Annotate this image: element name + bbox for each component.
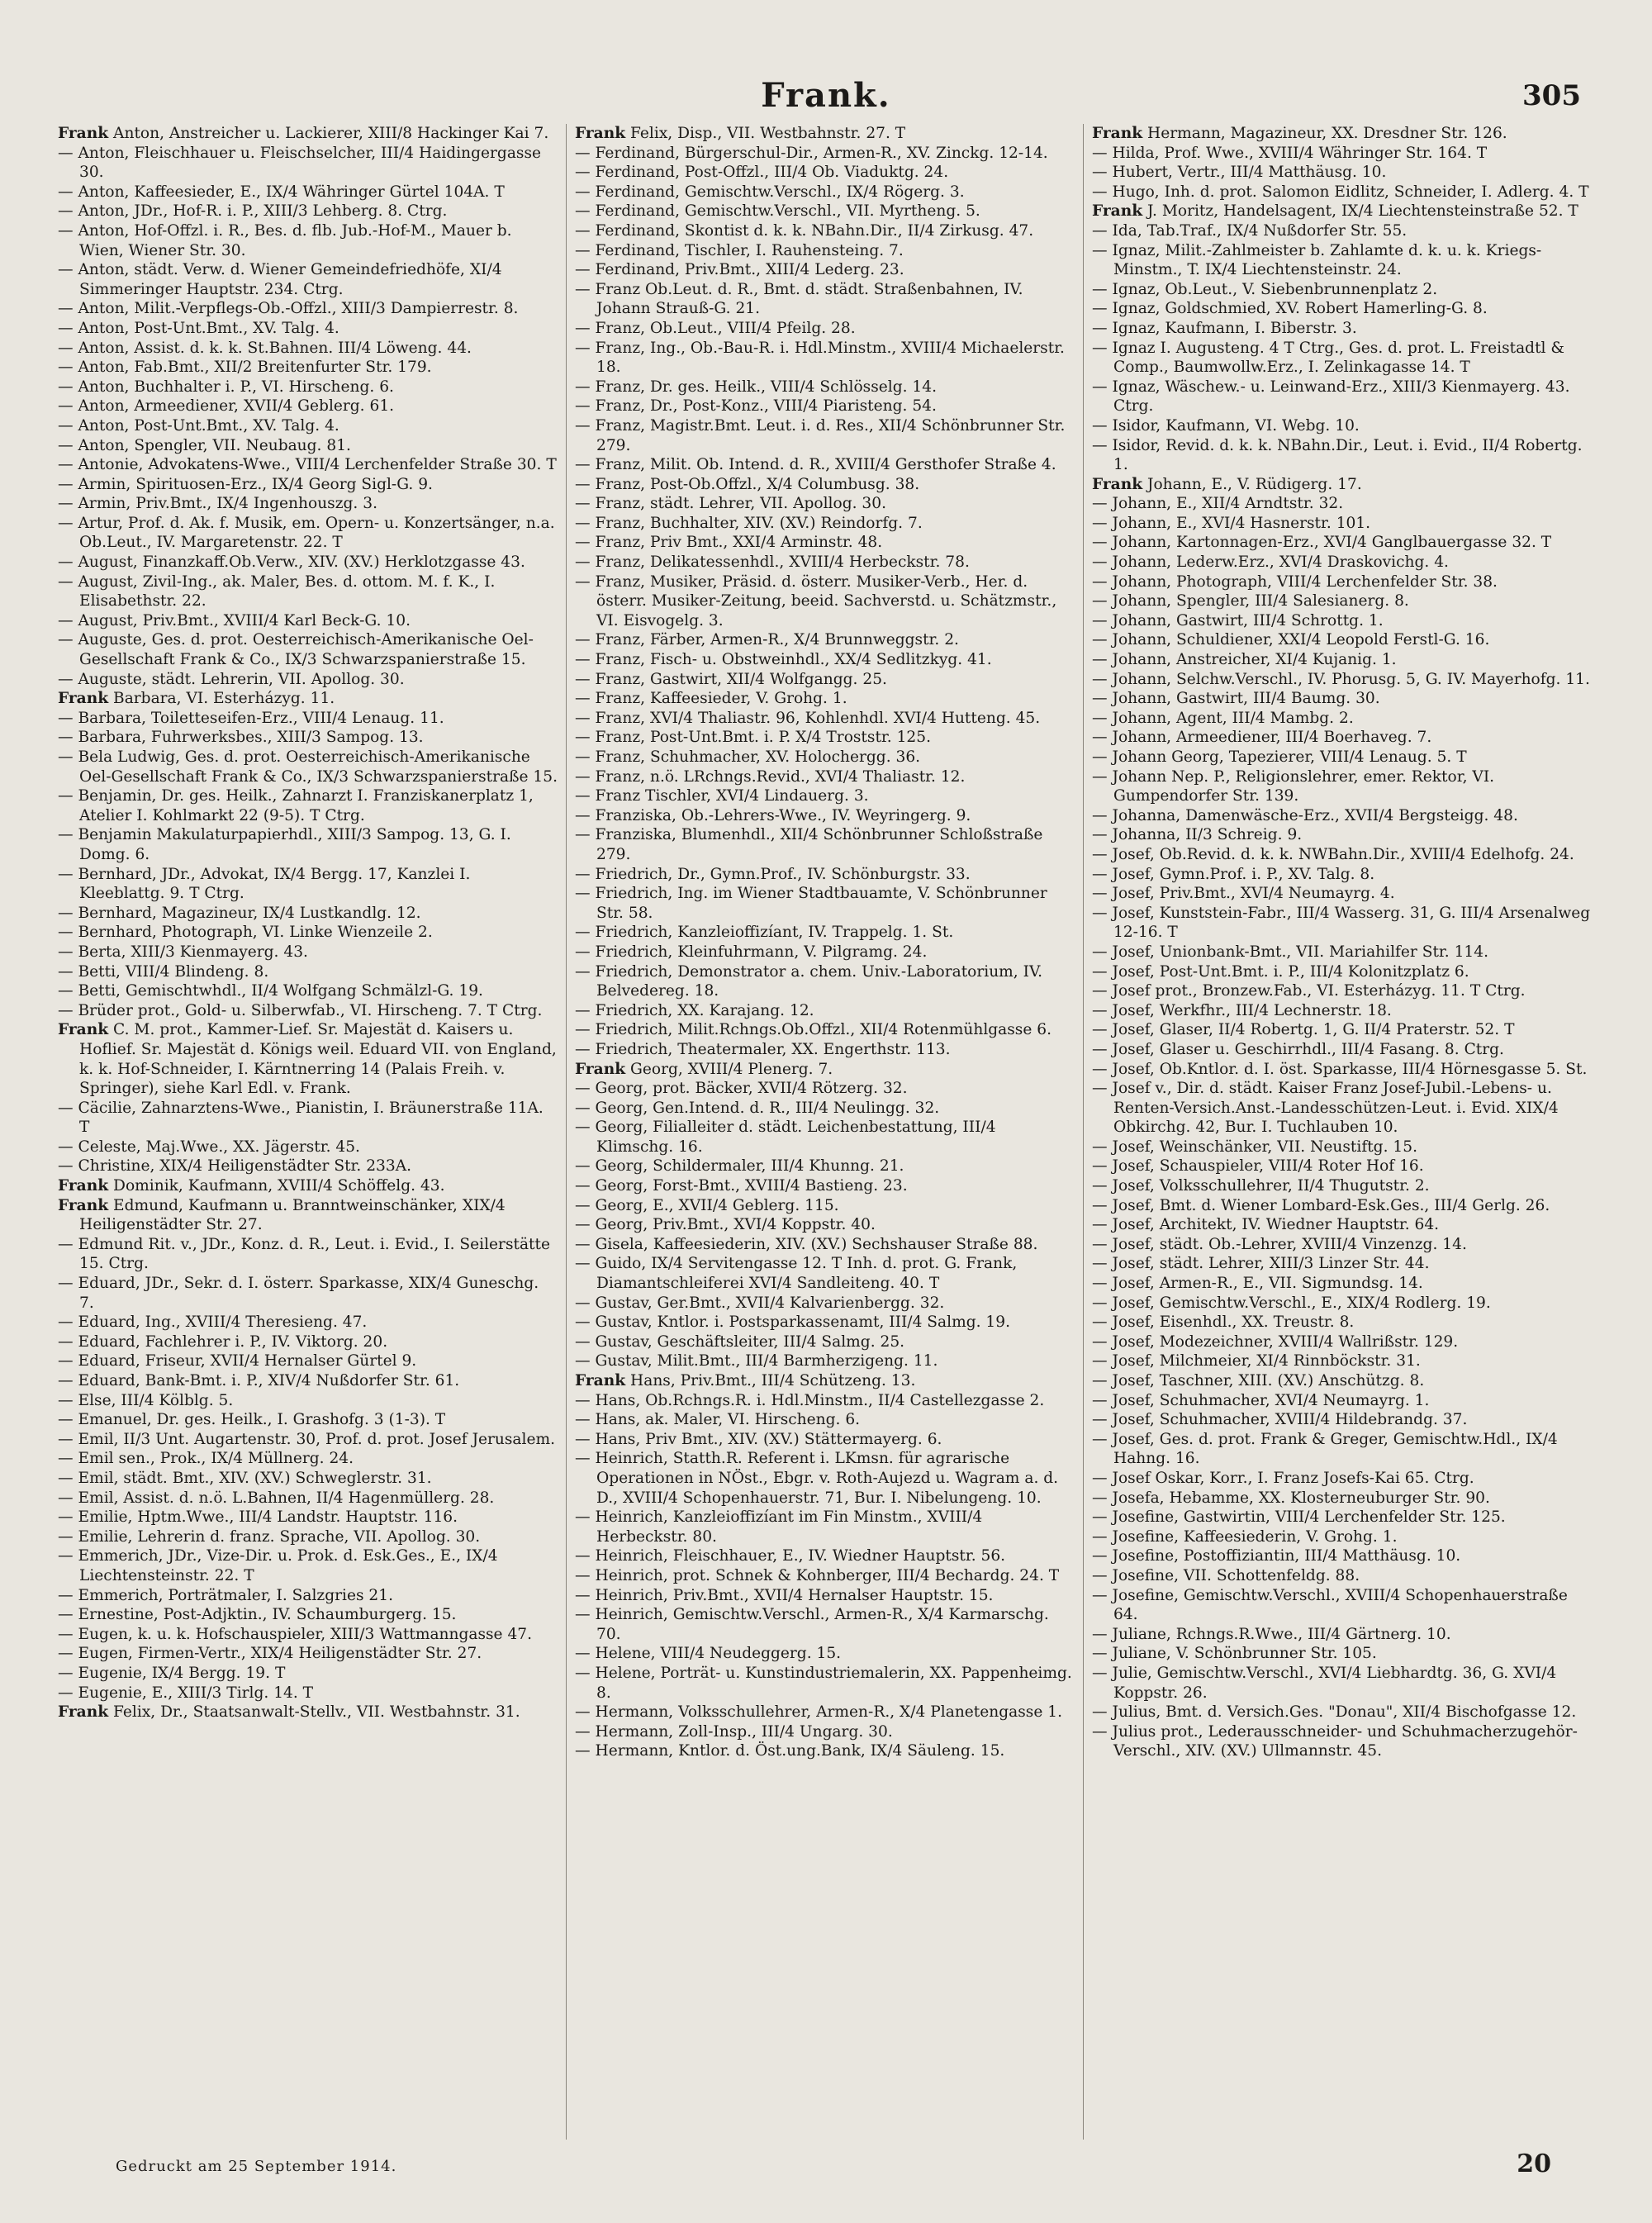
directory-entry: — Auguste, Ges. d. prot. Oesterreichisch-Amerikanische Oel-Gesellschaft Frank & Co., IX/3 Schwarzspanierstraße 15. [58, 631, 534, 669]
directory-entry: — Eduard, Fachlehrer i. P., IV. Viktorg. 20. [58, 1332, 388, 1351]
directory-entry: — Josef, Schauspieler, VIII/4 Roter Hof 16. [1092, 1157, 1424, 1176]
directory-entry: — Friedrich, Theatermaler, XX. Engerthstr. 113. [575, 1040, 951, 1058]
surname-heading: Frank [1092, 475, 1143, 493]
directory-entry: — Josef, Taschner, XIII. (XV.) Anschützg. 8. [1092, 1372, 1425, 1389]
directory-entry: — Anton, Hof-Offzl. i. R., Bes. d. flb. Jub.-Hof-M., Mauer b. Wien, Wiener Str. 30. [58, 221, 512, 259]
directory-entry: — Ignaz, Wäschew.- u. Leinwand-Erz., XIII/3 Kienmayerg. 43. Ctrg. [1092, 378, 1570, 416]
directory-entry: — Johann, E., XII/4 Arndtstr. 32. [1092, 495, 1344, 513]
directory-entry: — Gisela, Kaffeesiederin, XIV. (XV.) Sechshauser Straße 88. [575, 1235, 1038, 1253]
directory-entry: — Georg, Schildermaler, III/4 Khunng. 21. [575, 1157, 904, 1176]
directory-entry: — Heinrich, Statth.R. Referent i. LKmsn. für agrarische Operationen in NÖst., Ebgr. v. Roth-Aujezd u. Wagram a. d. D., XVIII/4 Schopenhauerstr. 71, Bur. I. Nibelungeng. 10. [575, 1450, 1059, 1507]
directory-entry: — Hans, Priv Bmt., XIV. (XV.) Stättermayerg. 6. [575, 1430, 942, 1448]
page-number: 305 [1522, 79, 1581, 112]
directory-entry: — Josef, Modezeichner, XVIII/4 Wallrißstr. 129. [1092, 1332, 1459, 1351]
page-header [50, 76, 1602, 122]
directory-entry: — Franz, städt. Lehrer, VII. Apollog. 30. [575, 495, 886, 513]
print-date: Gedruckt am 25 September 1914. [116, 2158, 397, 2175]
directory-entry: Frank Anton, Anstreicher u. Lackierer, XIII/8 Hackinger Kai 7. [58, 125, 549, 142]
directory-entry: — Josef, Architekt, IV. Wiedner Hauptstr. 64. [1092, 1216, 1440, 1234]
surname-heading: Frank [575, 1372, 626, 1389]
directory-entry: — Josef, Ob.Kntlor. d. I. öst. Sparkasse, III/4 Hörnesgasse 5. St. [1092, 1060, 1588, 1078]
directory-entry: — Eugenie, IX/4 Bergg. 19. T [58, 1664, 286, 1682]
directory-entry: — Friedrich, Dr., Gymn.Prof., IV. Schönburgstr. 33. [575, 865, 971, 883]
directory-entry: Frank Felix, Dr., Staatsanwalt-Stellv., VII. Westbahnstr. 31. [58, 1703, 520, 1722]
directory-entry: — Josef, Weinschänker, VII. Neustiftg. 15. [1092, 1138, 1417, 1156]
directory-entry: — Josefine, VII. Schottenfeldg. 88. [1092, 1566, 1360, 1584]
directory-entry: — Else, III/4 Kölblg. 5. [58, 1391, 234, 1409]
directory-entry: — Josef Oskar, Korr., I. Franz Josefs-Kai 65. Ctrg. [1092, 1469, 1474, 1487]
directory-entry: — Josef, Gymn.Prof. i. P., XV. Talg. 8. [1092, 865, 1375, 883]
directory-entry: — Hermann, Volksschullehrer, Armen-R., X/4 Planetengasse 1. [575, 1703, 1062, 1722]
surname-heading: Frank [58, 1021, 109, 1039]
directory-entry: — Ferdinand, Post-Offzl., III/4 Ob. Viaduktg. 24. [575, 164, 949, 182]
directory-entry: — Friedrich, Demonstrator a. chem. Univ.-Laboratorium, IV. Belvedereg. 18. [575, 962, 1043, 1000]
directory-entry: — Franz, Buchhalter, XIV. (XV.) Reindorfg. 7. [575, 514, 923, 532]
directory-entry: — Armin, Spirituosen-Erz., IX/4 Georg Sigl-G. 9. [58, 475, 433, 493]
directory-entry: — Eduard, Ing., XVIII/4 Theresieng. 47. [58, 1313, 368, 1332]
directory-entry: — Helene, VIII/4 Neudeggerg. 15. [575, 1645, 842, 1663]
directory-entry: — Ernestine, Post-Adjktin., IV. Schaumburgerg. 15. [58, 1606, 457, 1624]
directory-entry: — Johann Nep. P., Religionslehrer, emer. Rektor, VI. Gumpendorfer Str. 139. [1092, 767, 1495, 805]
directory-entry: — Franz, Färber, Armen-R., X/4 Brunnweggstr. 2. [575, 631, 959, 649]
directory-entry: — Johann, Armeediener, III/4 Boerhaveg. 7. [1092, 729, 1432, 747]
directory-entry: — Franziska, Ob.-Lehrers-Wwe., IV. Weyringerg. 9. [575, 806, 971, 824]
directory-entry: — Josefine, Gemischtw.Verschl., XVIII/4 Schopenhauerstraße 64. [1092, 1586, 1568, 1624]
surname-heading: Frank [58, 1177, 109, 1195]
directory-entry: — Franz, Gastwirt, XII/4 Wolfgangg. 25. [575, 670, 887, 688]
directory-entry: — Christine, XIX/4 Heiligenstädter Str. 233A. [58, 1157, 412, 1176]
directory-entry: — Bernhard, JDr., Advokat, IX/4 Bergg. 17, Kanzlei I. Kleeblattg. 9. T Ctrg. [58, 865, 471, 903]
directory-entry: — Bernhard, Magazineur, IX/4 Lustkandlg. 12. [58, 904, 421, 922]
directory-entry: — Josef, Priv.Bmt., XVI/4 Neumayrg. 4. [1092, 885, 1395, 903]
directory-entry: — Heinrich, Kanzleioffizíant im Fin Minstm., XVIII/4 Herbeckstr. 80. [575, 1508, 983, 1546]
directory-entry: — Johann, Spengler, III/4 Salesianerg. 8. [1092, 592, 1409, 610]
directory-entry: — Franziska, Blumenhdl., XII/4 Schönbrunner Schloßstraße 279. [575, 826, 1043, 863]
page-footer [50, 2149, 1602, 2187]
directory-entry: — Anton, Kaffeesieder, E., IX/4 Währinger Gürtel 104A. T [58, 183, 505, 201]
directory-entry: — Franz, Priv Bmt., XXI/4 Arminstr. 48. [575, 534, 883, 552]
directory-entry: — Anton, Fab.Bmt., XII/2 Breitenfurter Str. 179. [58, 359, 432, 377]
directory-entry: — Georg, Forst-Bmt., XVIII/4 Bastieng. 23. [575, 1177, 908, 1195]
directory-entry: — Barbara, Fuhrwerksbes., XIII/3 Sampog. 13. [58, 729, 424, 747]
directory-entry: — Ferdinand, Gemischtw.Verschl., IX/4 Rögerg. 3. [575, 183, 965, 201]
directory-entry: — Franz, Ing., Ob.-Bau-R. i. Hdl.Minstm., XVIII/4 Michaelerstr. 18. [575, 339, 1065, 377]
directory-entry: Frank Hans, Priv.Bmt., III/4 Schützeng. 13. [575, 1372, 916, 1389]
directory-entry: — Johann, Anstreicher, XI/4 Kujanig. 1. [1092, 651, 1397, 669]
directory-entry: — Auguste, städt. Lehrerin, VII. Apollog. 30. [58, 670, 405, 688]
directory-entry: — Franz, Ob.Leut., VIII/4 Pfeilg. 28. [575, 319, 856, 337]
directory-entry: — Josefine, Kaffeesiederin, V. Grohg. 1. [1092, 1527, 1398, 1546]
directory-entry: — Heinrich, prot. Schnek & Kohnberger, III/4 Bechardg. 24. T [575, 1566, 1060, 1584]
directory-entry: — Ignaz, Kaufmann, I. Biberstr. 3. [1092, 319, 1357, 337]
directory-entry: — Eduard, Bank-Bmt. i. P., XIV/4 Nußdorfer Str. 61. [58, 1372, 460, 1389]
directory-entry: — Ignaz, Milit.-Zahlmeister b. Zahlamte d. k. u. k. Kriegs-Minstm., T. IX/4 Liechtensteinstr. 24. [1092, 241, 1542, 279]
surname-heading: Frank [58, 125, 109, 142]
directory-entry: — Anton, Assist. d. k. k. St.Bahnen. III/4 Löweng. 44. [58, 339, 472, 357]
directory-entry: — Friedrich, Kleinfuhrmann, V. Pilgramg. 24. [575, 943, 928, 961]
directory-entry: — Johann, E., XVI/4 Hasnerstr. 101. [1092, 514, 1371, 532]
directory-entry: — Hugo, Inh. d. prot. Salomon Eidlitz, Schneider, I. Adlerg. 4. T [1092, 183, 1589, 201]
directory-entry: — Josef prot., Bronzew.Fab., VI. Esterházyg. 11. T Ctrg. [1092, 982, 1526, 1000]
directory-entry: — Barbara, Toiletteseifen-Erz., VIII/4 Lenaug. 11. [58, 709, 444, 727]
directory-entry: — Josef, Glaser u. Geschirrhdl., III/4 Fasang. 8. Ctrg. [1092, 1040, 1504, 1058]
directory-entry: Frank Edmund, Kaufmann u. Branntweinschänker, XIX/4 Heiligenstädter Str. 27. [58, 1196, 506, 1234]
directory-entry: — Hubert, Vertr., III/4 Matthäusg. 10. [1092, 164, 1387, 182]
directory-entry: — Emilie, Lehrerin d. franz. Sprache, VII. Apollog. 30. [58, 1527, 481, 1546]
directory-entry: — Isidor, Kaufmann, VI. Webg. 10. [1092, 416, 1360, 435]
directory-entry: — Gustav, Milit.Bmt., III/4 Barmherzigeng. 11. [575, 1352, 938, 1370]
directory-entry: Frank Felix, Disp., VII. Westbahnstr. 27. T [575, 125, 906, 142]
directory-entry: — Josefine, Postoffiziantin, III/4 Matthäusg. 10. [1092, 1547, 1461, 1565]
directory-entry: — Anton, JDr., Hof-R. i. P., XIII/3 Lehberg. 8. Ctrg. [58, 202, 448, 221]
directory-entry: Frank Hermann, Magazineur, XX. Dresdner Str. 126. [1092, 125, 1507, 142]
directory-entry: — Johanna, Damenwäsche-Erz., XVII/4 Bergsteigg. 48. [1092, 806, 1518, 824]
directory-entry: — Josef, Gemischtw.Verschl., E., XIX/4 Rodlerg. 19. [1092, 1294, 1491, 1312]
directory-entry: — August, Priv.Bmt., XVIII/4 Karl Beck-G. 10. [58, 611, 411, 629]
directory-entry: — Emil, städt. Bmt., XIV. (XV.) Schweglerstr. 31. [58, 1469, 432, 1487]
directory-entry: — Brüder prot., Gold- u. Silberwfab., VI. Hirscheng. 7. T Ctrg. [58, 1001, 543, 1019]
directory-entry: — Johann, Gastwirt, III/4 Baumg. 30. [1092, 690, 1380, 708]
directory-entry: — Anton, Milit.-Verpflegs-Ob.-Offzl., XIII/3 Dampierrestr. 8. [58, 300, 519, 318]
directory-entry: — Benjamin, Dr. ges. Heilk., Zahnarzt I. Franziskanerplatz 1, Atelier I. Kohlmarkt 22 (9-5). T Ctrg. [58, 787, 534, 824]
directory-entry: — Benjamin Makulaturpapierhdl., XIII/3 Sampog. 13, G. I. Domg. 6. [58, 826, 511, 863]
directory-entry: — Josef, städt. Ob.-Lehrer, XVIII/4 Vinzenzg. 14. [1092, 1235, 1467, 1253]
directory-entry: — Gustav, Kntlor. i. Postsparkassenamt, III/4 Salmg. 19. [575, 1313, 1011, 1332]
directory-entry: — Josef, Post-Unt.Bmt. i. P., III/4 Kolonitzplatz 6. [1092, 962, 1469, 981]
directory-entry: — Guido, IX/4 Servitengasse 12. T Inh. d. prot. G. Frank, Diamantschleiferei XVI/4 Sandleiteng. 40. T [575, 1255, 1018, 1293]
directory-entry: — Franz, Post-Ob.Offzl., X/4 Columbusg. 38. [575, 475, 920, 493]
directory-entry: — Franz Tischler, XVI/4 Lindauerg. 3. [575, 787, 869, 805]
directory-entry: — Franz, Fisch- u. Obstweinhdl., XX/4 Sedlitzkyg. 41. [575, 651, 992, 669]
directory-entry: — Armin, Priv.Bmt., IX/4 Ingenhouszg. 3. [58, 495, 377, 513]
directory-entry: — Emmerich, JDr., Vize-Dir. u. Prok. d. Esk.Ges., E., IX/4 Liechtensteinstr. 22. T [58, 1547, 498, 1584]
surname-heading: Frank [1092, 125, 1143, 142]
directory-entry: — Franz, Delikatessenhdl., XVIII/4 Herbeckstr. 78. [575, 553, 970, 572]
directory-entry: — Ignaz I. Augusteng. 4 T Ctrg., Ges. d. prot. L. Freistadtl & Comp., Baumwollw.Erz., I. Zelinkagasse 14. T [1092, 339, 1564, 377]
directory-entry: — Franz, Milit. Ob. Intend. d. R., XVIII/4 Gersthofer Straße 4. [575, 456, 1056, 474]
directory-entry: — Franz, Post-Unt.Bmt. i. P. X/4 Troststr. 125. [575, 729, 931, 747]
directory-entry: — Friedrich, Ing. im Wiener Stadtbauamte, V. Schönbrunner Str. 58. [575, 885, 1047, 922]
column-middle [567, 124, 1084, 2140]
directory-entry: — Johann Georg, Tapezierer, VIII/4 Lenaug. 5. T [1092, 748, 1467, 766]
directory-entry: — Franz, n.ö. LRchngs.Revid., XVI/4 Thaliastr. 12. [575, 767, 966, 786]
directory-entry: — Betti, Gemischtwhdl., II/4 Wolfgang Schmälzl-G. 19. [58, 982, 483, 1000]
sheet-number: 20 [1517, 2149, 1551, 2178]
directory-entry: — Heinrich, Priv.Bmt., XVII/4 Hernalser Hauptstr. 15. [575, 1586, 994, 1604]
directory-entry: Frank Georg, XVIII/4 Plenerg. 7. [575, 1060, 833, 1078]
column-right [1084, 124, 1601, 2140]
directory-entry: — Anton, Spengler, VII. Neubaug. 81. [58, 436, 351, 454]
directory-entry: — Josef, Ob.Revid. d. k. k. NWBahn.Dir., XVIII/4 Edelhofg. 24. [1092, 845, 1574, 863]
directory-entry: — Anton, Post-Unt.Bmt., XV. Talg. 4. [58, 416, 339, 435]
directory-entry: — Eduard, Friseur, XVII/4 Hernalser Gürtel 9. [58, 1352, 417, 1370]
entry-columns [50, 124, 1602, 2140]
directory-entry: — Johanna, II/3 Schreig. 9. [1092, 826, 1303, 844]
directory-entry: — Franz, Kaffeesieder, V. Grohg. 1. [575, 690, 847, 708]
directory-entry: — Hans, ak. Maler, VI. Hirscheng. 6. [575, 1411, 861, 1429]
directory-entry: — Gustav, Ger.Bmt., XVII/4 Kalvarienbergg. 32. [575, 1294, 945, 1312]
directory-entry: — Anton, Buchhalter i. P., VI. Hirscheng. 6. [58, 378, 394, 396]
directory-entry: — Josef, Kunststein-Fabr., III/4 Wasserg. 31, G. III/4 Arsenalweg 12-16. T [1092, 904, 1591, 942]
surname-heading: Frank [58, 1703, 109, 1722]
directory-entry: — Friedrich, XX. Karajang. 12. [575, 1001, 814, 1019]
directory-entry: — Emilie, Hptm.Wwe., III/4 Landstr. Hauptstr. 116. [58, 1508, 458, 1527]
directory-entry: — Ferdinand, Skontist d. k. k. NBahn.Dir., II/4 Zirkusg. 47. [575, 221, 1034, 240]
directory-entry: — Josef, städt. Lehrer, XIII/3 Linzer Str. 44. [1092, 1255, 1430, 1273]
directory-entry: Frank J. Moritz, Handelsagent, IX/4 Liechtensteinstraße 52. T [1092, 202, 1578, 221]
directory-entry: — Johann, Lederw.Erz., XVI/4 Draskovichg. 4. [1092, 553, 1449, 572]
directory-entry: — Bernhard, Photograph, VI. Linke Wienzeile 2. [58, 924, 433, 942]
directory-entry: — Georg, prot. Bäcker, XVII/4 Rötzerg. 32. [575, 1080, 908, 1098]
directory-entry: — Johann, Agent, III/4 Mambg. 2. [1092, 709, 1354, 727]
directory-entry: — Johann, Gastwirt, III/4 Schrottg. 1. [1092, 611, 1384, 629]
directory-entry: — Josef, Werkfhr., III/4 Lechnerstr. 18. [1092, 1001, 1392, 1019]
directory-entry: — Josef v., Dir. d. städt. Kaiser Franz Josef-Jubil.-Lebens- u. Renten-Versich.Anst.-Landesschützen-Leut. i. Evid. XIX/4 Obkirchg. 42, Bur. I. Tuchlauben 10. [1092, 1080, 1559, 1137]
directory-entry: — Friedrich, Milit.Rchngs.Ob.Offzl., XII/4 Rotenmühlgasse 6. [575, 1021, 1051, 1039]
directory-entry: — Josef, Ges. d. prot. Frank & Greger, Gemischtw.Hdl., IX/4 Hahng. 16. [1092, 1430, 1558, 1468]
directory-entry: — Eduard, JDr., Sekr. d. I. österr. Sparkasse, XIX/4 Guneschg. 7. [58, 1275, 539, 1312]
surname-heading: Frank [58, 1196, 109, 1214]
directory-entry: — Eugenie, E., XIII/3 Tirlg. 14. T [58, 1684, 314, 1702]
directory-entry: — Artur, Prof. d. Ak. f. Musik, em. Opern- u. Konzertsänger, n.a. Ob.Leut., IV. Margaretenstr. 22. T [58, 514, 555, 552]
directory-entry: Frank Barbara, VI. Esterházyg. 11. [58, 690, 335, 708]
directory-entry: — Julius prot., Lederausschneider- und Schuhmacherzugehör-Verschl., XIV. (XV.) Ullmannstr. 45. [1092, 1722, 1578, 1760]
directory-entry: — Heinrich, Fleischhauer, E., IV. Wiedner Hauptstr. 56. [575, 1547, 1006, 1565]
directory-entry: — Anton, städt. Verw. d. Wiener Gemeindefriedhöfe, XI/4 Simmeringer Hauptstr. 234. Ctrg. [58, 261, 502, 298]
directory-entry: — Julie, Gemischtw.Verschl., XVI/4 Liebhardtg. 36, G. XVI/4 Koppstr. 26. [1092, 1664, 1557, 1702]
directory-entry: — Ignaz, Goldschmied, XV. Robert Hamerling-G. 8. [1092, 300, 1488, 318]
directory-entry: — Emil, II/3 Unt. Augartenstr. 30, Prof. d. prot. Josef Jerusalem. [58, 1430, 556, 1448]
directory-entry: — Friedrich, Kanzleioffizíant, IV. Trappelg. 1. St. [575, 924, 954, 942]
directory-entry: — Ferdinand, Gemischtw.Verschl., VII. Myrtheng. 5. [575, 202, 980, 221]
directory-entry: — Eugen, k. u. k. Hofschauspieler, XIII/3 Wattmanngasse 47. [58, 1625, 533, 1643]
surname-heading: Frank [58, 690, 109, 708]
directory-entry: — Emil sen., Prok., IX/4 Müllnerg. 24. [58, 1450, 354, 1468]
directory-entry: — Georg, Gen.Intend. d. R., III/4 Neulingg. 32. [575, 1099, 940, 1117]
directory-entry: — Gustav, Geschäftsleiter, III/4 Salmg. 25. [575, 1332, 905, 1351]
surname-heading: Frank [1092, 202, 1143, 221]
directory-entry: — Hermann, Zoll-Insp., III/4 Ungarg. 30. [575, 1722, 893, 1741]
directory-entry: — Josef, Unionbank-Bmt., VII. Mariahilfer Str. 114. [1092, 943, 1488, 961]
directory-entry: — Emmerich, Porträtmaler, I. Salzgries 21. [58, 1586, 393, 1604]
directory-entry: — Franz, Schuhmacher, XV. Holochergg. 36. [575, 748, 921, 766]
directory-entry: Frank C. M. prot., Kammer-Lief. Sr. Majestät d. Kaisers u. Hoflief. Sr. Majestät d. Königs weil. Eduard VII. von England, k. k. Hof-Schneider, I. Kärntnerring 14 (Palais Freih. v. Springer), siehe Karl Edl. v. Frank. [58, 1021, 557, 1098]
directory-entry: — Hermann, Kntlor. d. Öst.ung.Bank, IX/4 Säuleng. 15. [575, 1742, 1005, 1760]
directory-entry: — Emil, Assist. d. n.ö. L.Bahnen, II/4 Hagenmüllerg. 28. [58, 1489, 495, 1507]
directory-entry: — Josef, Schuhmacher, XVIII/4 Hildebrandg. 37. [1092, 1411, 1468, 1429]
directory-entry: — Franz, Dr. ges. Heilk., VIII/4 Schlösselg. 14. [575, 378, 937, 396]
directory-entry: — Johann, Selchw.Verschl., IV. Phorusg. 5, G. IV. Mayerhofg. 11. [1092, 670, 1590, 688]
directory-entry: — Betti, VIII/4 Blindeng. 8. [58, 962, 269, 981]
directory-entry: — Helene, Porträt- u. Kunstindustriemalerin, XX. Pappenheimg. 8. [575, 1664, 1072, 1702]
directory-entry: — Josef, Armen-R., E., VII. Sigmundsg. 14. [1092, 1275, 1423, 1293]
directory-entry: — Josefa, Hebamme, XX. Klosterneuburger Str. 90. [1092, 1489, 1490, 1507]
directory-entry: — Juliane, Rchngs.R.Wwe., III/4 Gärtnerg. 10. [1092, 1625, 1451, 1643]
directory-entry: — Heinrich, Gemischtw.Verschl., Armen-R., X/4 Karmarschg. 70. [575, 1606, 1049, 1643]
directory-entry: — Anton, Fleischhauer u. Fleischselcher, III/4 Haidingergasse 30. [58, 144, 541, 182]
directory-entry: — Celeste, Maj.Wwe., XX. Jägerstr. 45. [58, 1138, 360, 1156]
directory-entry: — Hilda, Prof. Wwe., XVIII/4 Währinger Str. 164. T [1092, 144, 1488, 162]
column-left [50, 124, 567, 2140]
directory-entry: — Josefine, Gastwirtin, VIII/4 Lerchenfelder Str. 125. [1092, 1508, 1506, 1527]
page-title: Frank. [761, 76, 891, 115]
directory-entry: — Emanuel, Dr. ges. Heilk., I. Grashofg. 3 (1-3). T [58, 1411, 446, 1429]
directory-entry: — Josef, Glaser, II/4 Robertg. 1, G. II/4 Praterstr. 52. T [1092, 1021, 1515, 1039]
directory-entry: — Anton, Post-Unt.Bmt., XV. Talg. 4. [58, 319, 339, 337]
directory-entry: — Josef, Bmt. d. Wiener Lombard-Esk.Ges., III/4 Gerlg. 26. [1092, 1196, 1550, 1214]
directory-entry: Frank Dominik, Kaufmann, XVIII/4 Schöffelg. 43. [58, 1177, 445, 1195]
directory-entry: — Franz Ob.Leut. d. R., Bmt. d. städt. Straßenbahnen, IV. Johann Strauß-G. 21. [575, 280, 1023, 318]
directory-entry: — Johann, Photograph, VIII/4 Lerchenfelder Str. 38. [1092, 572, 1498, 591]
surname-heading: Frank [575, 125, 626, 142]
directory-entry: — Georg, Priv.Bmt., XVI/4 Koppstr. 40. [575, 1216, 876, 1234]
directory-entry: — Johann, Schuldiener, XXI/4 Leopold Ferstl-G. 16. [1092, 631, 1490, 649]
directory-entry: — Cäcilie, Zahnarztens-Wwe., Pianistin, I. Bräunerstraße 11A. T [58, 1099, 544, 1137]
directory-entry: — Edmund Rit. v., JDr., Konz. d. R., Leut. i. Evid., I. Seilerstätte 15. Ctrg. [58, 1235, 550, 1273]
directory-entry: — Josef, Volksschullehrer, II/4 Thugutstr. 2. [1092, 1177, 1430, 1195]
directory-entry: — Ida, Tab.Traf., IX/4 Nußdorfer Str. 55. [1092, 221, 1408, 240]
directory-entry: — August, Finanzkaff.Ob.Verw., XIV. (XV.) Herklotzgasse 43. [58, 553, 525, 572]
directory-entry: — Franz, Magistr.Bmt. Leut. i. d. Res., XII/4 Schönbrunner Str. 279. [575, 416, 1066, 454]
directory-entry: — Isidor, Revid. d. k. k. NBahn.Dir., Leut. i. Evid., II/4 Robertg. 1. [1092, 436, 1583, 474]
directory-entry: — August, Zivil-Ing., ak. Maler, Bes. d. ottom. M. f. K., I. Elisabethstr. 22. [58, 572, 496, 610]
directory-entry: — Ignaz, Ob.Leut., V. Siebenbrunnenplatz 2. [1092, 280, 1438, 298]
directory-entry: — Franz, Musiker, Präsid. d. österr. Musiker-Verb., Her. d. österr. Musiker-Zeitung, beeid. Sachverstd. u. Schätzmstr., VI. Eisvogelg. 3. [575, 572, 1057, 629]
directory-entry: — Antonie, Advokatens-Wwe., VIII/4 Lerchenfelder Straße 30. T [58, 456, 557, 474]
directory-entry: — Ferdinand, Bürgerschul-Dir., Armen-R., XV. Zinckg. 12-14. [575, 144, 1048, 162]
directory-entry: — Johann, Kartonnagen-Erz., XVI/4 Ganglbauergasse 32. T [1092, 534, 1552, 552]
directory-entry: Frank Johann, E., V. Rüdigerg. 17. [1092, 475, 1362, 493]
directory-entry: — Anton, Armeediener, XVII/4 Geblerg. 61. [58, 397, 395, 416]
directory-entry: — Ferdinand, Priv.Bmt., XIII/4 Lederg. 23. [575, 261, 904, 279]
directory-entry: — Eugen, Firmen-Vertr., XIX/4 Heiligenstädter Str. 27. [58, 1645, 482, 1663]
directory-entry: — Bela Ludwig, Ges. d. prot. Oesterreichisch-Amerikanische Oel-Gesellschaft Frank & Co., IX/3 Schwarzspanierstraße 15. [58, 748, 558, 786]
directory-entry: — Hans, Ob.Rchngs.R. i. Hdl.Minstm., II/4 Castellezgasse 2. [575, 1391, 1045, 1409]
directory-entry: — Juliane, V. Schönbrunner Str. 105. [1092, 1645, 1377, 1663]
directory-entry: — Julius, Bmt. d. Versich.Ges. "Donau", XII/4 Bischofgasse 12. [1092, 1703, 1577, 1722]
directory-entry: — Berta, XIII/3 Kienmayerg. 43. [58, 943, 308, 961]
directory-entry: — Franz, XVI/4 Thaliastr. 96, Kohlenhdl. XVI/4 Hutteng. 45. [575, 709, 1041, 727]
directory-entry: — Georg, E., XVII/4 Geblerg. 115. [575, 1196, 839, 1214]
surname-heading: Frank [575, 1060, 626, 1078]
directory-entry: — Ferdinand, Tischler, I. Rauhensteing. 7. [575, 241, 904, 259]
directory-entry: — Josef, Milchmeier, XI/4 Rinnböckstr. 31. [1092, 1352, 1421, 1370]
directory-entry: — Josef, Schuhmacher, XVI/4 Neumayrg. 1. [1092, 1391, 1430, 1409]
directory-entry: — Franz, Dr., Post-Konz., VIII/4 Piaristeng. 54. [575, 397, 937, 416]
directory-entry: — Georg, Filialleiter d. städt. Leichenbestattung, III/4 Klimschg. 16. [575, 1119, 996, 1156]
directory-entry: — Josef, Eisenhdl., XX. Treustr. 8. [1092, 1313, 1355, 1332]
